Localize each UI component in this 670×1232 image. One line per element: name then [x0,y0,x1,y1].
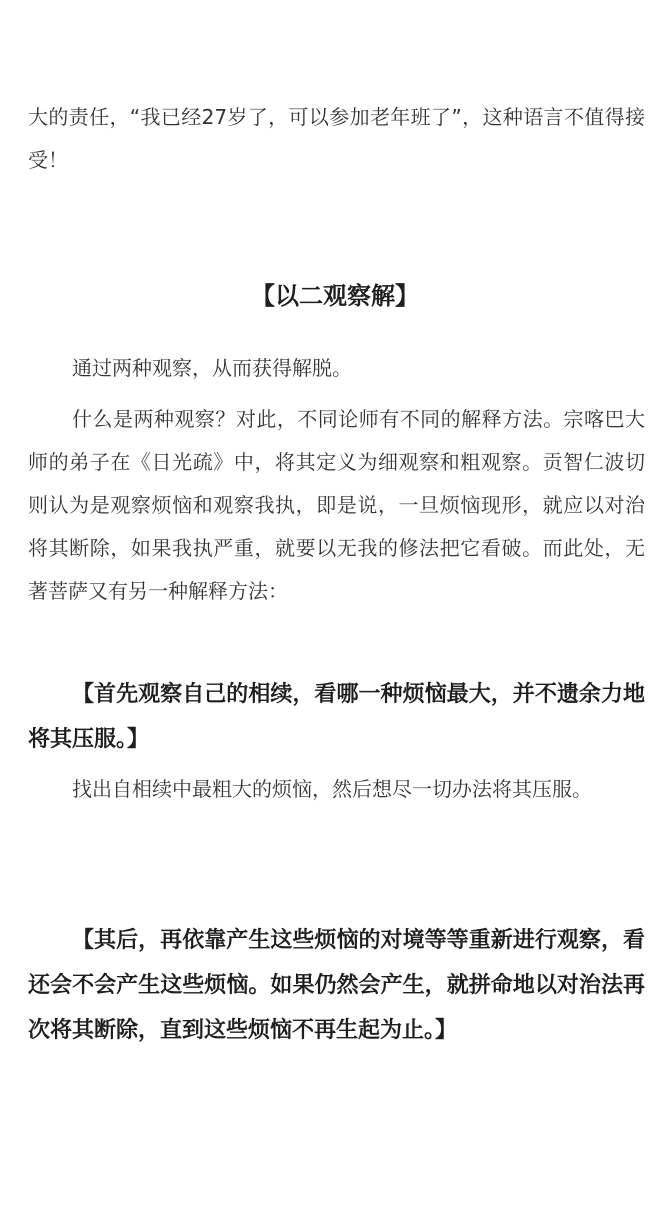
body-paragraph-3: 找出自相续中最粗大的烦恼，然后想尽一切办法将其压服。 [72,777,592,801]
intro-tail-paragraph: 大的责任，“我已经27岁了，可以参加老年班了”，这种语言不值得接受！ [28,105,645,172]
body-paragraph-1: 通过两种观察，从而获得解脱。 [72,356,352,380]
quote-paragraph-2: 【其后，再依靠产生这些烦恼的对境等等重新进行观察，看还会不会产生这些烦恼。如果仍然会产生，就拼命地以对治法再次将其断除，直到这些烦恼不再生起为止。】 [28,927,645,1043]
quote-paragraph-1: 【首先观察自己的相续，看哪一种烦恼最大，并不遗余力地将其压服。】 [28,681,645,752]
section-heading: 【以二观察解】 [251,281,419,310]
body-paragraph-2: 什么是两种观察？对此，不同论师有不同的解释方法。宗喀巴大师的弟子在《日光疏》中，将其定义为细观察和粗观察。贡智仁波切则认为是观察烦恼和观察我执，即是说，一旦烦恼现形，就应以对治将其断除，如果我执严重，就要以无我的修法把它看破。而此处，无著菩萨又有另一种解释方法： [28,407,645,603]
